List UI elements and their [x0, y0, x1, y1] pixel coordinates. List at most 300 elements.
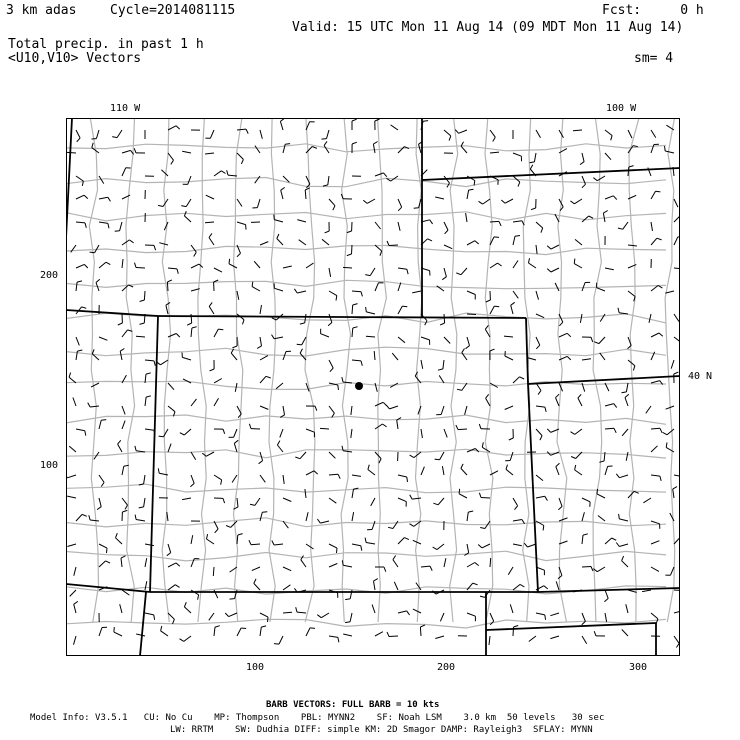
y-tick-100: 100: [40, 460, 59, 471]
county-line: [485, 118, 493, 622]
wind-barb: [167, 280, 172, 291]
wind-barb: [306, 544, 314, 549]
wind-barb: [210, 360, 215, 371]
wind-barb: [209, 302, 214, 314]
wind-barb: [305, 489, 306, 498]
wind-barb: [352, 291, 362, 296]
wind-barb: [190, 475, 194, 487]
wind-barb: [168, 444, 171, 452]
wind-barb: [182, 498, 191, 500]
wind-barb: [605, 196, 617, 200]
wind-barb: [649, 314, 651, 323]
wind-barb: [280, 406, 284, 417]
wind-barb: [300, 349, 306, 360]
wind-barb: [122, 510, 127, 521]
wind-barb: [260, 305, 262, 314]
model-info-line1: Model Info: V3.5.1 CU: No Cu MP: Thompson PBL: MYNN2 SF: Noah LSM 3.0 km 50 levels 30 sec: [30, 713, 605, 723]
wind-barb: [342, 560, 352, 567]
wind-barb: [605, 153, 611, 160]
wind-barb: [76, 429, 86, 436]
wind-barb: [513, 153, 522, 161]
wind-barb: [513, 176, 520, 187]
wind-barb: [374, 579, 378, 590]
wind-barb: [435, 452, 444, 460]
wind-barb: [329, 406, 334, 418]
wind-barb: [375, 245, 382, 256]
state-borders: [66, 118, 680, 656]
wind-barb: [536, 475, 543, 481]
wind-barb: [513, 236, 520, 246]
lon-label-100w: 100 W: [606, 103, 637, 114]
wind-barb: [329, 498, 336, 503]
x-tick-300: 300: [629, 662, 648, 673]
wind-barb: [467, 291, 475, 300]
wind-barb: [249, 540, 260, 545]
wind-barb: [536, 496, 548, 500]
wind-barb: [435, 636, 444, 639]
county-line: [89, 118, 98, 622]
wind-barb: [306, 122, 315, 130]
wind-barb: [237, 628, 246, 636]
wind-barb: [139, 475, 145, 485]
wind-barb: [365, 538, 375, 544]
wind-barb: [274, 283, 283, 291]
station-marker: [355, 382, 363, 390]
wind-barb: [622, 429, 628, 436]
wind-barb: [513, 544, 522, 546]
wind-barb: [229, 429, 237, 437]
wind-barb: [145, 245, 156, 250]
state-border-wyoming-south: [158, 316, 526, 318]
wind-barb: [604, 590, 608, 602]
wind-barb: [76, 337, 79, 345]
wind-barb: [375, 424, 387, 429]
wind-barb: [116, 533, 123, 544]
wind-barb: [191, 535, 193, 544]
wind-barb: [260, 512, 267, 521]
wind-barb: [122, 406, 125, 414]
wind-barb: [582, 534, 588, 544]
wind-barb: [306, 628, 315, 636]
model-title: 3 km adas: [6, 3, 77, 18]
wind-barb: [444, 130, 451, 141]
wind-barb: [91, 383, 99, 387]
wind-barb: [168, 383, 174, 390]
wind-barb: [159, 429, 168, 437]
wind-barb: [329, 452, 335, 458]
wind-barb: [237, 153, 243, 164]
wind-barb: [530, 153, 537, 163]
wind-barb: [237, 199, 242, 207]
wind-barb: [99, 222, 109, 228]
wind-barb: [324, 141, 329, 153]
wind-barb: [536, 130, 541, 138]
wind-barb: [136, 336, 145, 337]
wind-barb: [398, 306, 407, 314]
wind-barb: [139, 498, 145, 508]
state-border-utah-north: [66, 310, 158, 316]
wind-barb: [214, 268, 222, 272]
wind-barb: [371, 498, 375, 506]
county-line: [234, 118, 243, 622]
wind-barb: [486, 291, 491, 302]
wind-barb: [375, 632, 383, 636]
county-line: [378, 118, 387, 622]
wind-barb: [651, 613, 658, 624]
map-frame: [67, 119, 680, 656]
wind-barb: [651, 222, 653, 231]
wind-barb: [536, 337, 540, 349]
wind-barb: [202, 452, 214, 456]
wind-barb: [297, 337, 306, 345]
wind-barb: [368, 465, 375, 475]
wind-barb: [550, 636, 559, 639]
state-border-sd-south: [422, 168, 680, 180]
wind-barb: [329, 564, 337, 568]
wind-barb: [619, 514, 628, 521]
county-line: [66, 144, 666, 152]
wind-barb: [145, 396, 151, 406]
wind-barb: [505, 452, 513, 461]
wind-barb: [570, 199, 582, 204]
wind-barb: [67, 544, 76, 547]
wind-barb: [321, 329, 329, 337]
wind-barb: [76, 264, 88, 268]
wind-barb: [191, 399, 197, 406]
wind-barb: [184, 602, 191, 613]
wind-barb: [260, 376, 271, 383]
wind-barb: [392, 353, 398, 360]
wind-barbs: [66, 118, 680, 647]
wind-barb: [442, 466, 444, 475]
wind-barb: [466, 213, 467, 222]
wind-barb: [342, 446, 352, 452]
wind-barb: [618, 222, 628, 229]
wind-barb: [375, 283, 384, 291]
wind-barb: [255, 146, 260, 153]
county-line: [269, 118, 276, 622]
wind-barb: [582, 613, 586, 625]
wind-barb: [547, 268, 559, 272]
wind-barb: [167, 512, 168, 521]
wind-barb: [582, 282, 590, 291]
wind-barb: [342, 377, 352, 383]
wind-barb: [455, 130, 467, 134]
wind-barb: [490, 263, 502, 268]
wind-barb: [209, 233, 214, 245]
wind-barb: [508, 567, 513, 575]
wind-barb: [490, 306, 499, 314]
wind-barb: [214, 475, 222, 485]
wind-barb: [136, 634, 145, 636]
wind-barb: [352, 327, 358, 337]
wind-barb: [214, 429, 225, 434]
wind-barb: [598, 516, 605, 522]
wind-barb: [343, 634, 352, 636]
wind-barb: [135, 515, 145, 521]
wind-barb: [444, 337, 450, 344]
wind-barb: [486, 394, 490, 406]
wind-barb: [276, 383, 283, 389]
wind-barb: [625, 394, 629, 406]
x-tick-100: 100: [246, 662, 265, 673]
wind-barb: [121, 556, 126, 567]
wind-barb: [99, 544, 107, 553]
wind-barb: [99, 420, 106, 429]
wind-barb: [580, 314, 582, 323]
wind-barb: [181, 199, 191, 207]
wind-barb: [531, 199, 536, 210]
wind-barb: [272, 541, 283, 546]
wind-barb: [504, 336, 513, 337]
wind-barb: [529, 258, 537, 268]
wind-barb: [665, 567, 674, 575]
wind-barb: [283, 266, 292, 268]
wind-barb: [506, 465, 513, 475]
wind-barb: [438, 360, 444, 370]
wind-barb: [168, 153, 174, 164]
wind-barb: [118, 314, 123, 325]
wind-barb: [76, 222, 86, 228]
wind-barb: [205, 130, 214, 138]
wind-barb: [74, 567, 76, 576]
wind-barb: [252, 199, 260, 208]
county-line: [341, 118, 350, 622]
wind-barb: [232, 337, 237, 348]
wind-barb: [643, 498, 651, 503]
wind-barb: [325, 222, 330, 233]
wind-barb: [605, 130, 612, 140]
wind-barb: [467, 511, 473, 521]
wind-barb: [628, 291, 635, 301]
wind-barb: [513, 584, 524, 590]
wind-barb: [168, 126, 180, 130]
wind-barb: [214, 398, 219, 406]
wind-barb: [398, 538, 409, 544]
smoothing-label: sm= 4: [634, 51, 674, 66]
wind-barb: [122, 259, 123, 268]
wind-barb: [283, 144, 290, 153]
wind-barb: [444, 176, 450, 187]
wind-barb: [651, 567, 659, 571]
wind-barb: [96, 279, 100, 291]
wind-barb: [444, 245, 452, 249]
wind-barb: [329, 474, 340, 479]
wind-barb: [323, 176, 329, 186]
wind-barb: [352, 360, 362, 366]
wind-barb: [280, 118, 284, 130]
wind-barb: [536, 613, 546, 620]
county-line: [66, 415, 666, 424]
wind-barb: [158, 199, 168, 207]
wind-barb: [317, 613, 329, 618]
wind-barb: [490, 152, 499, 153]
wind-barb: [254, 261, 260, 268]
wind-barb: [550, 613, 559, 616]
wind-barb: [433, 544, 444, 550]
wind-barb: [594, 337, 605, 344]
wind-barb: [603, 211, 607, 223]
wind-barb: [352, 512, 354, 521]
wind-barb: [115, 222, 122, 231]
wind-barb: [605, 466, 613, 475]
wind-barb: [66, 474, 76, 478]
wind-barb: [69, 446, 76, 452]
wind-barb: [296, 607, 306, 613]
state-border-kansas-north: [528, 376, 680, 384]
wind-barb: [180, 636, 192, 641]
wind-barb: [205, 153, 214, 154]
county-line: [162, 118, 170, 622]
wind-barb: [73, 398, 76, 407]
wind-barb: [461, 464, 467, 475]
wind-barb: [398, 498, 406, 507]
wind-barb: [651, 541, 659, 544]
wind-barb: [374, 351, 375, 360]
wind-barb: [112, 130, 122, 138]
wind-barb: [118, 440, 122, 452]
wind-barb: [76, 195, 88, 199]
wind-barb: [513, 626, 518, 637]
wind-barb: [260, 406, 268, 409]
wind-barb: [352, 119, 357, 130]
wind-barb: [536, 222, 543, 233]
wind-barb: [182, 151, 191, 153]
wind-barb: [622, 630, 628, 637]
wind-barb: [74, 636, 77, 645]
wind-barb: [99, 197, 111, 201]
state-border-utah-east: [150, 316, 158, 592]
wind-barb: [536, 383, 541, 395]
county-line: [557, 118, 567, 622]
wind-barb: [575, 465, 582, 475]
wind-barb: [214, 379, 222, 384]
wind-barb: [322, 130, 330, 139]
wind-barb: [398, 199, 402, 211]
wind-barb: [168, 334, 180, 338]
wind-barb: [99, 627, 107, 636]
wind-barb: [375, 383, 377, 392]
wind-barb: [237, 291, 239, 300]
wind-barb: [135, 446, 145, 452]
wind-barb: [642, 590, 651, 592]
wind-barb: [605, 613, 607, 622]
wind-barb: [479, 199, 491, 204]
wind-barb: [605, 268, 614, 270]
wind-barb: [461, 142, 467, 153]
wind-barb: [122, 330, 132, 337]
wind-barb: [628, 245, 637, 246]
wind-barb: [436, 406, 444, 415]
county-line: [450, 118, 458, 622]
wind-barb: [161, 170, 168, 176]
field-name: Total precip. in past 1 h: [8, 37, 204, 52]
wind-barb: [398, 268, 408, 274]
wind-barb: [511, 302, 515, 314]
wind-barb: [456, 425, 467, 430]
wind-barb: [412, 291, 421, 293]
wind-barb: [363, 199, 375, 203]
wind-barb: [513, 221, 524, 225]
wind-barb: [159, 243, 168, 245]
wind-barb: [582, 359, 591, 360]
wind-barb: [547, 245, 559, 249]
wind-barb: [467, 563, 479, 568]
wind-barb: [559, 333, 571, 337]
wind-barb: [145, 429, 155, 435]
wind-barb: [513, 261, 518, 269]
state-border-oklahoma-north: [538, 588, 680, 592]
wind-barb: [70, 590, 76, 596]
state-border-nebraska-west: [526, 318, 528, 384]
wind-barb: [490, 558, 491, 567]
wind-barb: [651, 428, 662, 433]
wind-barb: [600, 353, 605, 360]
wind-barb: [651, 333, 663, 337]
wind-barb: [206, 195, 214, 199]
wind-barb: [281, 187, 285, 199]
wind-barb: [156, 360, 168, 365]
wind-barb: [191, 452, 196, 460]
wind-barb: [280, 429, 283, 437]
map-panel: [66, 118, 680, 656]
valid-time: Valid: 15 UTC Mon 11 Aug 14 (09 MDT Mon 11 Aug 14): [292, 20, 684, 35]
wind-barb: [168, 585, 180, 590]
wind-barb: [651, 475, 661, 481]
wind-barb: [260, 613, 268, 622]
county-borders: [66, 118, 675, 628]
wind-barb: [272, 335, 284, 339]
wind-barb: [277, 441, 283, 452]
county-line: [665, 118, 675, 622]
lon-label-110w: 110 W: [110, 103, 141, 114]
wind-barb: [671, 360, 674, 369]
wind-barb: [232, 475, 237, 483]
county-line: [66, 449, 666, 458]
wind-barb: [120, 604, 122, 613]
wind-barb: [145, 558, 147, 567]
wind-barb: [67, 496, 76, 498]
wind-barb: [673, 487, 677, 498]
wind-barb: [207, 534, 215, 544]
lat-label-40n: 40 N: [688, 371, 713, 382]
wind-barb: [283, 498, 291, 502]
wind-barb: [135, 263, 146, 268]
wind-barb: [490, 130, 495, 142]
wind-barb: [237, 222, 246, 230]
wind-barb: [582, 636, 587, 644]
wind-barb: [467, 613, 475, 621]
wind-barb: [283, 475, 284, 484]
state-border-tx-panhandle: [486, 623, 656, 630]
wind-barb: [145, 581, 147, 590]
wind-barb: [351, 429, 352, 438]
wind-barb: [582, 498, 590, 507]
wind-barb: [626, 452, 628, 461]
wind-barb: [387, 632, 398, 637]
wind-barb: [214, 329, 223, 337]
wind-barb: [297, 220, 306, 222]
wind-barb: [478, 544, 490, 548]
wind-barb: [575, 239, 582, 245]
wind-barb: [558, 498, 562, 510]
wind-barb: [582, 337, 593, 342]
wind-barb: [114, 627, 122, 636]
wind-barb: [444, 429, 447, 437]
wind-barb: [252, 282, 260, 291]
wind-barb: [393, 556, 398, 568]
wind-barb: [122, 168, 131, 176]
